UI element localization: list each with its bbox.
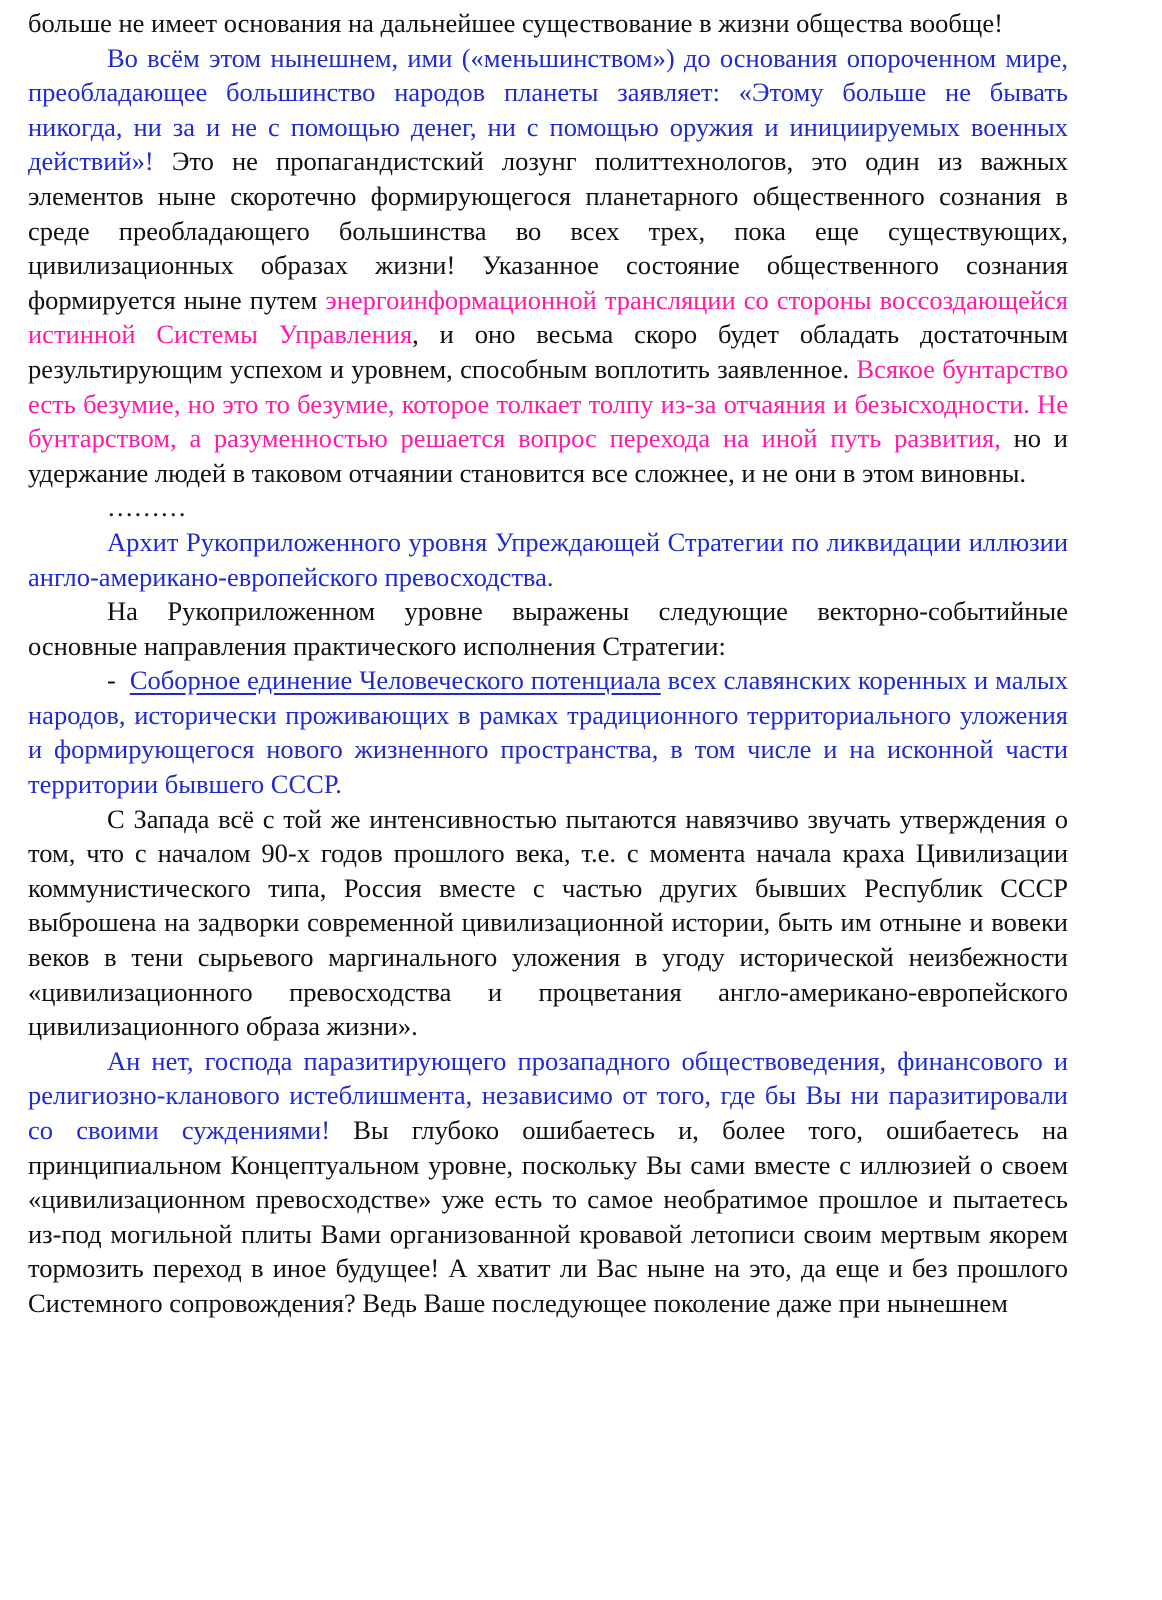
paragraph-3-text: На Рукоприложенном уровне выражены следующие векторно-событийные основные направления практического исполнения Стратегии: xyxy=(28,596,1068,661)
bullet-item xyxy=(28,663,1068,801)
paragraph-4 xyxy=(28,802,1068,1044)
paragraph-2-blue-quote: Во всём этом нынешнем, ими («меньшинством») до основания опороченном мире, преобладающее большинство народов планеты заявляет: «Этому больше не бывать никогда, ни за и не с помощью денег, ни с помощью оружия и инициируемых военных действий»! xyxy=(28,42,1068,177)
paragraph-5 xyxy=(28,1044,1068,1321)
bullet-link[interactable]: Соборное единение Человеческого потенциала xyxy=(129,665,661,696)
document-page xyxy=(28,6,1068,1321)
paragraph-2-text-a: Это не пропагандистский лозунг политтехнологов, это один из важных элементов ныне скоротечно формирующегося планетарного общественного сознания в среде преобладающего большинства во всех трех, пока еще существующих, цивилизационных образах жизни! Указанное состояние общественного сознания формируется ныне путем xyxy=(28,146,1068,315)
paragraph-2-text-b: , и оно весьма скоро будет обладать достаточным результирующим успехом и уровнем, способным воплотить заявленное. xyxy=(28,319,1068,384)
paragraph-4-text: С Запада всё с той же интенсивностью пытаются навязчиво звучать утверждения о том, что с началом 90-х годов прошлого века, т.е. с момента начала краха Цивилизации коммунистического типа, Россия вместе с частью других бывших Республик СССР выброшена на задворки современной цивилизационной истории, быть им отныне и вовеки веков в тени сырьевого маргинального уложения в угоду исторической неизбежности «цивилизационного превосходства и процветания англо-американо-европейского цивилизационного образа жизни». xyxy=(28,803,1068,1042)
paragraph-3 xyxy=(28,594,1068,663)
paragraph-1-text: больше не имеет основания на дальнейшее существование в жизни общества вообще! xyxy=(28,8,1003,38)
bullet-text: всех славянских коренных и малых народов, исторически проживающих в рамках традиционного территориального уложения и формирующегося нового жизненного пространства, в том числе и на исконной части территории бывшего СССР. xyxy=(28,665,1068,800)
paragraph-5-text: Вы глубоко ошибаетесь и, более того, ошибаетесь на принципиальном Концептуальном уровне, поскольку Вы сами вместе с иллюзией о своем «цивилизационном превосходстве» уже есть то самое необратимое прошлое и пытаетесь из-под могильной плиты Вами организованной кровавой летописи своим мертвым якорем тормозить переход в иное будущее! А хватит ли Вас ныне на это, да еще и без прошлого Системного сопровождения? Ведь Ваше последующее поколение даже при нынешнем xyxy=(28,1115,1069,1318)
paragraph-2-magenta-b: Всякое бунтарство есть безумие, но это то безумие, которое толкает толпу из-за отчаяния и безысходности. Не бунтарством, а разуменностью решается вопрос перехода на иной путь развития, xyxy=(28,353,1068,454)
section-heading xyxy=(28,525,1068,594)
paragraph-2 xyxy=(28,41,1068,491)
ellipsis: ……… xyxy=(107,492,187,523)
paragraph-1 xyxy=(28,6,1068,41)
paragraph-2-magenta-a: энергоинформационной трансляции со стороны воссоздающейся истинной Системы Управления xyxy=(28,284,1068,350)
paragraph-2-text-c: но и удержание людей в таковом отчаянии становится все сложнее, и не они в этом виновны. xyxy=(28,423,1068,488)
paragraph-5-blue: Ан нет, господа паразитирующего прозападного обществоведения, финансового и религиозно-кланового истеблишмента, независимо от того, где бы Вы ни паразитировали со своими суждениями! xyxy=(28,1045,1068,1145)
section-heading-text: Архит Рукоприложенного уровня Упреждающей Стратегии по ликвидации иллюзии англо-американо-европейского превосходства. xyxy=(28,526,1068,592)
bullet-dash: - xyxy=(107,665,116,696)
ellipsis-line xyxy=(28,490,1068,525)
